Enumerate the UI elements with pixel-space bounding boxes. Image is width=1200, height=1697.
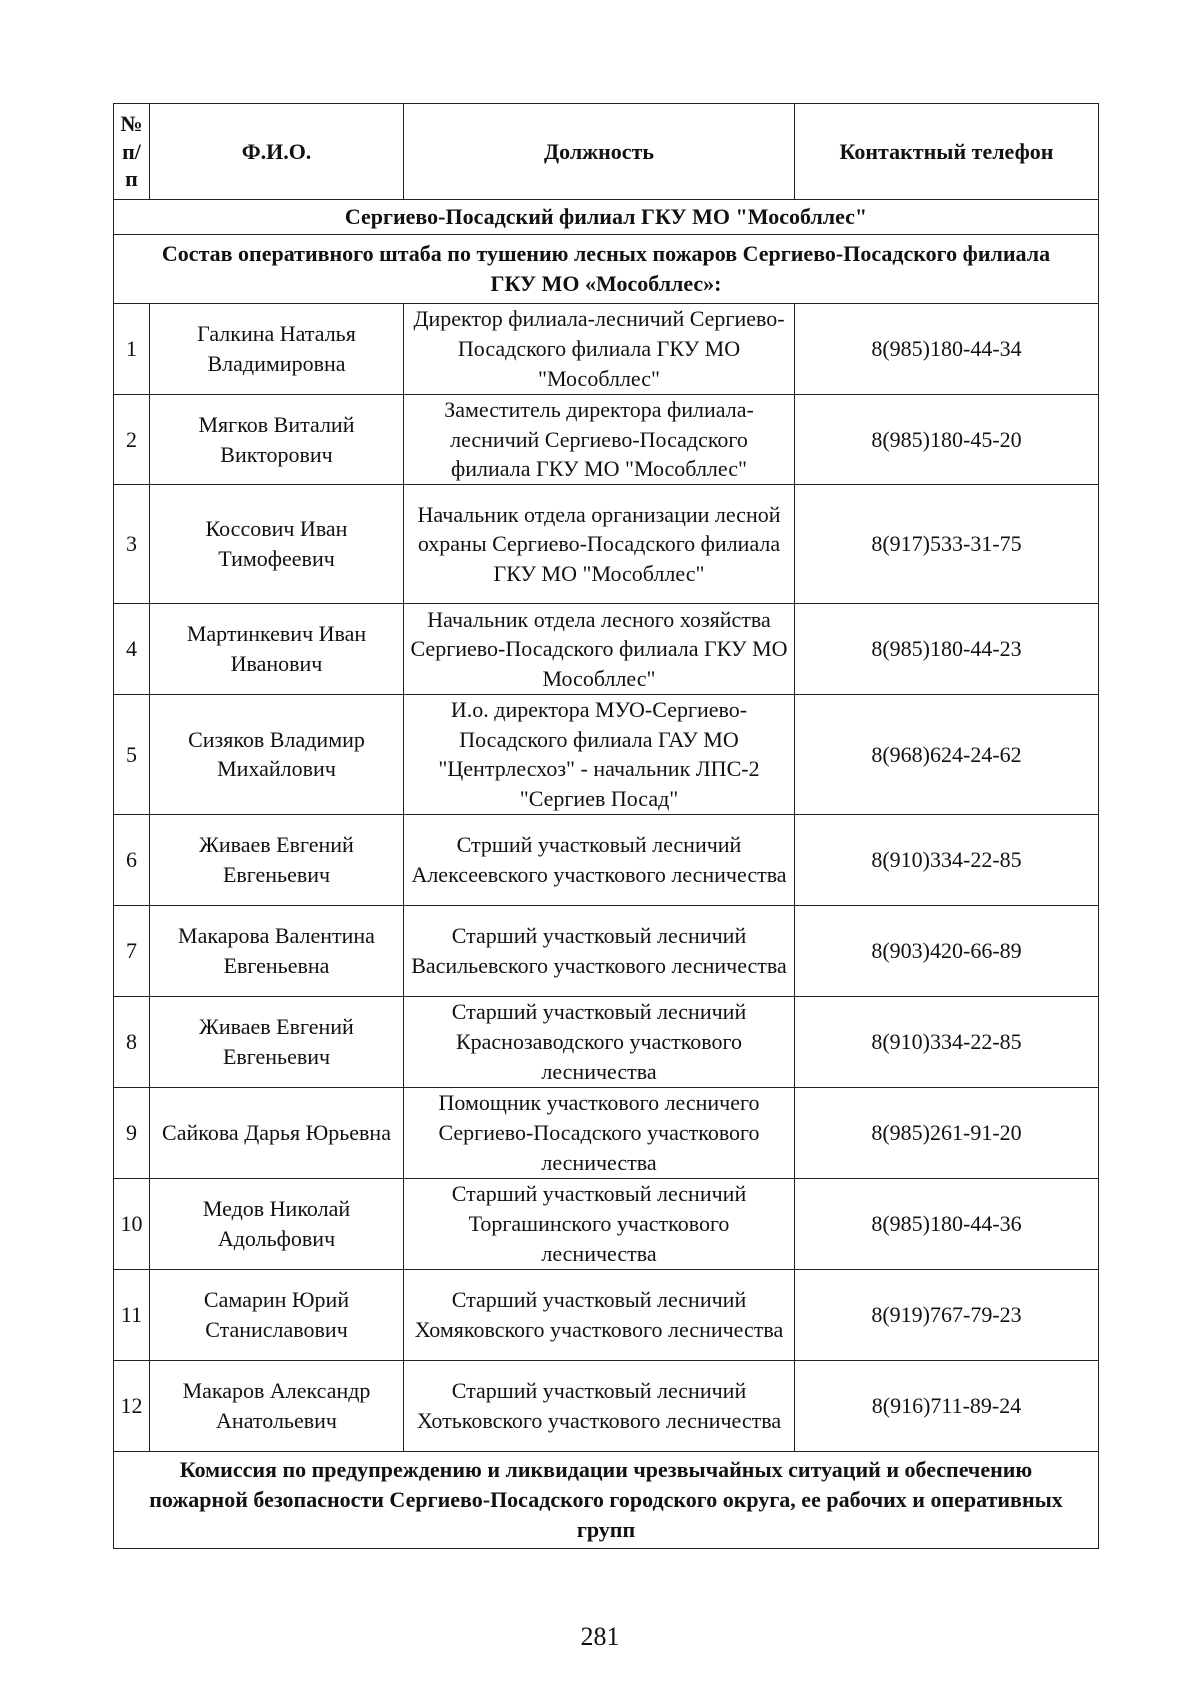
row-name: Макаров Александр Анатольевич <box>150 1360 404 1451</box>
row-phone: 8(985)180-44-23 <box>795 604 1099 695</box>
row-num: 3 <box>114 485 150 604</box>
row-phone: 8(985)180-44-34 <box>795 304 1099 395</box>
row-name: Сайкова Дарья Юрьевна <box>150 1087 404 1178</box>
row-name: Галкина Наталья Владимировна <box>150 304 404 395</box>
staff-title-row <box>114 235 1099 304</box>
row-position: Старший участковый лесничий Хотьковского участкового лесничества <box>404 1360 795 1451</box>
header-phone: Контактный телефон <box>795 104 1099 200</box>
row-position: Начальник отдела организации лесной охраны Сергиево-Посадского филиала ГКУ МО "Мособллес" <box>404 485 795 604</box>
row-name: Живаев Евгений Евгеньевич <box>150 996 404 1087</box>
row-num: 7 <box>114 905 150 996</box>
page-number: 281 <box>580 1622 620 1651</box>
row-name: Живаев Евгений Евгеньевич <box>150 814 404 905</box>
commission-title-row <box>114 1451 1099 1548</box>
row-position: Старший участковый лесничий Торгашинского участкового лесничества <box>404 1178 795 1269</box>
table-row <box>114 996 1099 1087</box>
table-row <box>114 304 1099 395</box>
row-phone: 8(985)261-91-20 <box>795 1087 1099 1178</box>
row-position: Старший участковый лесничий Васильевского участкового лесничества <box>404 905 795 996</box>
branch-title: Сергиево-Посадский филиал ГКУ МО "Мособллес" <box>114 200 1099 235</box>
row-phone: 8(985)180-44-36 <box>795 1178 1099 1269</box>
header-position: Должность <box>404 104 795 200</box>
row-name: Медов Николай Адольфович <box>150 1178 404 1269</box>
row-num: 5 <box>114 695 150 815</box>
table-row <box>114 905 1099 996</box>
staff-title: Состав оперативного штаба по тушению лесных пожаров Сергиево-Посадского филиала ГКУ МО «Мособллес»: <box>114 235 1099 304</box>
row-position: Старший участковый лесничий Краснозаводского участкового лесничества <box>404 996 795 1087</box>
table-row <box>114 485 1099 604</box>
row-name: Сизяков Владимир Михайлович <box>150 695 404 815</box>
header-name: Ф.И.О. <box>150 104 404 200</box>
table-row <box>114 1269 1099 1360</box>
table-row <box>114 1178 1099 1269</box>
commission-title: Комиссия по предупреждению и ликвидации чрезвычайных ситуаций и обеспечению пожарной безопасности Сергиево-Посадского городского округа, ее рабочих и оперативных групп <box>114 1451 1099 1548</box>
row-num: 11 <box>114 1269 150 1360</box>
table-row <box>114 814 1099 905</box>
row-phone: 8(917)533-31-75 <box>795 485 1099 604</box>
row-num: 6 <box>114 814 150 905</box>
row-num: 8 <box>114 996 150 1087</box>
row-phone: 8(968)624-24-62 <box>795 695 1099 815</box>
row-phone: 8(919)767-79-23 <box>795 1269 1099 1360</box>
table-row <box>114 395 1099 485</box>
row-phone: 8(916)711-89-24 <box>795 1360 1099 1451</box>
row-phone: 8(910)334-22-85 <box>795 996 1099 1087</box>
row-position: Заместитель директора филиала-лесничий Сергиево-Посадского филиала ГКУ МО "Мособллес" <box>404 395 795 485</box>
row-position: Стрший участковый лесничий Алексеевского участкового лесничества <box>404 814 795 905</box>
table-row <box>114 604 1099 695</box>
row-name: Самарин Юрий Станиславович <box>150 1269 404 1360</box>
row-name: Мягков Виталий Викторович <box>150 395 404 485</box>
row-num: 1 <box>114 304 150 395</box>
branch-title-row <box>114 200 1099 235</box>
table-row <box>114 695 1099 815</box>
row-position: Помощник участкового лесничего Сергиево-Посадского участкового лесничества <box>404 1087 795 1178</box>
row-num: 2 <box>114 395 150 485</box>
row-num: 4 <box>114 604 150 695</box>
row-num: 10 <box>114 1178 150 1269</box>
row-position: И.о. директора МУО-Сергиево-Посадского филиала ГАУ МО "Центрлесхоз" - начальник ЛПС-2 "Сергиев Посад" <box>404 695 795 815</box>
row-phone: 8(910)334-22-85 <box>795 814 1099 905</box>
row-name: Макарова Валентина Евгеньевна <box>150 905 404 996</box>
staff-table <box>113 103 1099 1549</box>
row-num: 9 <box>114 1087 150 1178</box>
header-row <box>114 104 1099 200</box>
row-position: Старший участковый лесничий Хомяковского участкового лесничества <box>404 1269 795 1360</box>
row-num: 12 <box>114 1360 150 1451</box>
row-phone: 8(903)420-66-89 <box>795 905 1099 996</box>
table-row <box>114 1087 1099 1178</box>
row-position: Начальник отдела лесного хозяйства Сергиево-Посадского филиала ГКУ МО Мособллес" <box>404 604 795 695</box>
row-name: Коссович Иван Тимофеевич <box>150 485 404 604</box>
row-phone: 8(985)180-45-20 <box>795 395 1099 485</box>
table-row <box>114 1360 1099 1451</box>
row-position: Директор филиала-лесничий Сергиево-Посадского филиала ГКУ МО "Мособллес" <box>404 304 795 395</box>
header-num: № п/ п <box>114 104 150 200</box>
row-name: Мартинкевич Иван Иванович <box>150 604 404 695</box>
